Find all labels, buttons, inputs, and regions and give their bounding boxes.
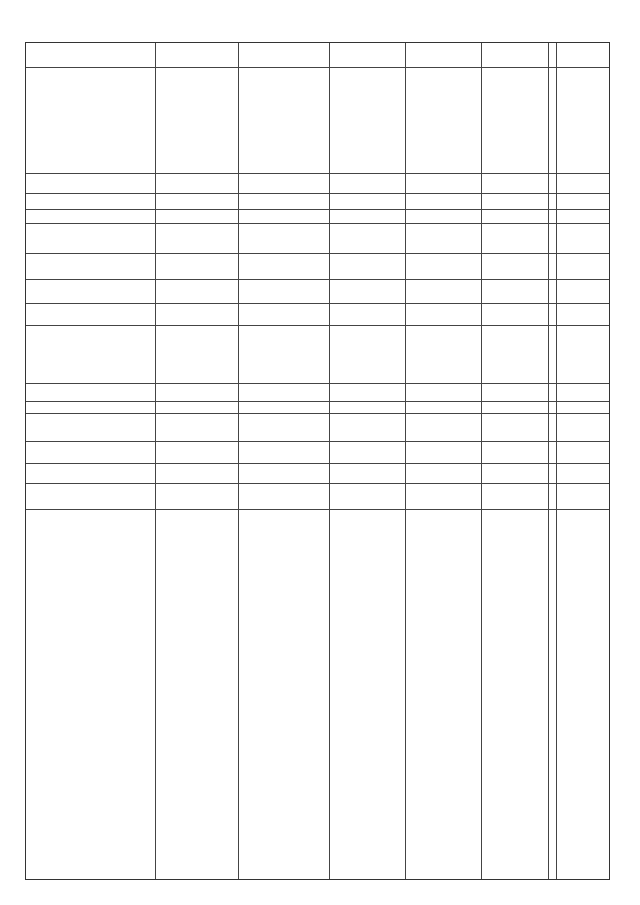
program-table	[25, 42, 610, 880]
column-divider	[26, 209, 609, 210]
column-divider	[26, 413, 609, 414]
column-divider	[26, 401, 609, 402]
column-divider	[26, 441, 609, 442]
column-divider	[26, 67, 609, 68]
column-header	[559, 68, 607, 172]
column-header	[559, 44, 607, 66]
column-header	[559, 254, 607, 278]
record-divider	[481, 43, 482, 879]
column-header	[559, 384, 607, 400]
column-header	[559, 414, 607, 440]
column-divider	[26, 463, 609, 464]
column-divider	[26, 193, 609, 194]
header-divider	[556, 43, 557, 879]
column-header	[559, 174, 607, 192]
column-divider	[26, 253, 609, 254]
column-divider	[26, 483, 609, 484]
column-header	[559, 510, 607, 880]
column-divider	[26, 223, 609, 224]
column-header	[559, 194, 607, 208]
record-divider	[405, 43, 406, 879]
column-header	[559, 464, 607, 482]
column-divider	[26, 325, 609, 326]
column-header	[559, 280, 607, 302]
column-header	[559, 402, 607, 412]
column-header	[559, 326, 607, 382]
record-divider	[329, 43, 330, 879]
column-divider	[26, 303, 609, 304]
header-divider	[548, 43, 549, 879]
column-divider	[26, 279, 609, 280]
column-divider	[26, 509, 609, 510]
column-header	[559, 224, 607, 252]
column-header	[559, 484, 607, 508]
column-header	[559, 210, 607, 222]
column-header	[559, 304, 607, 324]
record-divider	[238, 43, 239, 879]
column-divider	[26, 383, 609, 384]
column-divider	[26, 173, 609, 174]
column-header	[559, 442, 607, 462]
record-divider	[155, 43, 156, 879]
